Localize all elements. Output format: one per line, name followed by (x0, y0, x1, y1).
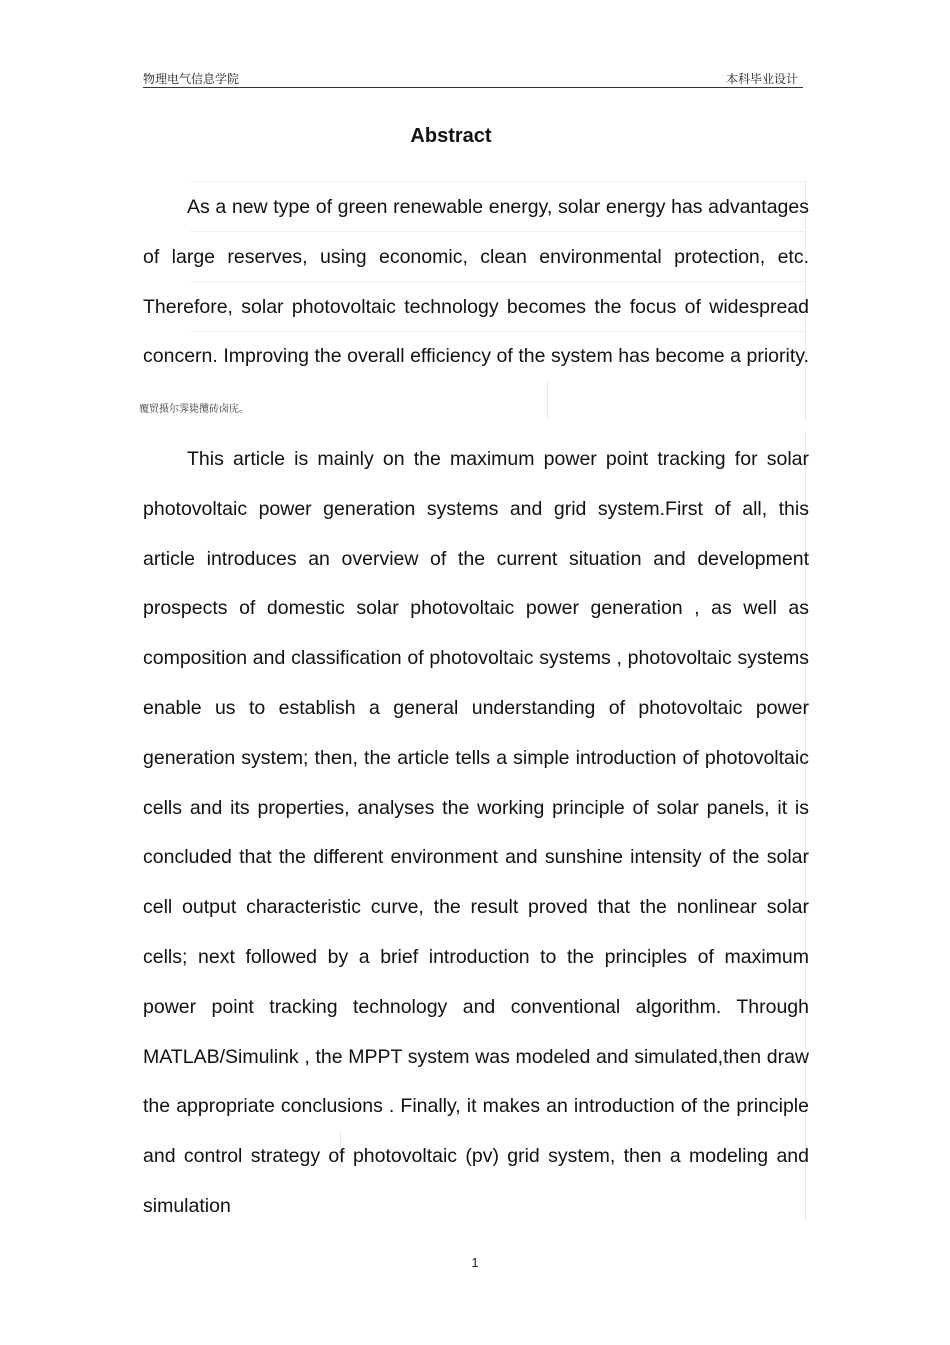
header-divider (143, 87, 803, 88)
abstract-paragraph-1 (139, 183, 809, 435)
abstract-body (139, 183, 809, 1232)
paragraph-1-text: As a new type of green renewable energy, solar energy has advantages of large reserves, using economic, clean environmental protection, etc. Therefore, solar photovoltaic technology becomes the focus of widespread concern. Improving the overall efficiency of the system has become a priority. (143, 196, 809, 368)
abstract-title: Abstract (410, 125, 492, 147)
header-document-type: 本科毕业设计 (725, 72, 798, 86)
paragraph-2-text: This article is mainly on the maximum power point tracking for solar photovoltaic power generation systems and grid system.First of all, this article introduces an overview of the current situation and development prospects of domestic solar photovoltaic power generation , as well as composition and classification of photovoltaic systems , photovoltaic systems enable us to establish a general understanding of photovoltaic power generation system; then, the article tells a simple introduction of photovoltaic cells and its properties, analyses the working principle of solar panels, it is concluded that the different environment and sunshine intensity of the solar cell output characteristic curve, the result proved that the nonlinear solar cells; next followed by a brief introduction to the principles of maximum power point tracking technology and conventional algorithm. Through MATLAB/Simulink , the MPPT system was modeled and simulated,then draw the appropriate conclusions . Finally, it makes an introduction of the principle and control strategy of photovoltaic (pv) grid system, then a modeling and simulation (143, 447, 809, 1217)
abstract-paragraph-2 (143, 435, 809, 1232)
header-school-name: 物理电气信息学院 (143, 72, 240, 86)
scan-artifact-line (190, 181, 806, 182)
page-number: 1 (471, 1255, 479, 1270)
paragraph-1-garbled-note: 覆贸摄尔霁毙攬砖卤庑。 (139, 404, 249, 416)
